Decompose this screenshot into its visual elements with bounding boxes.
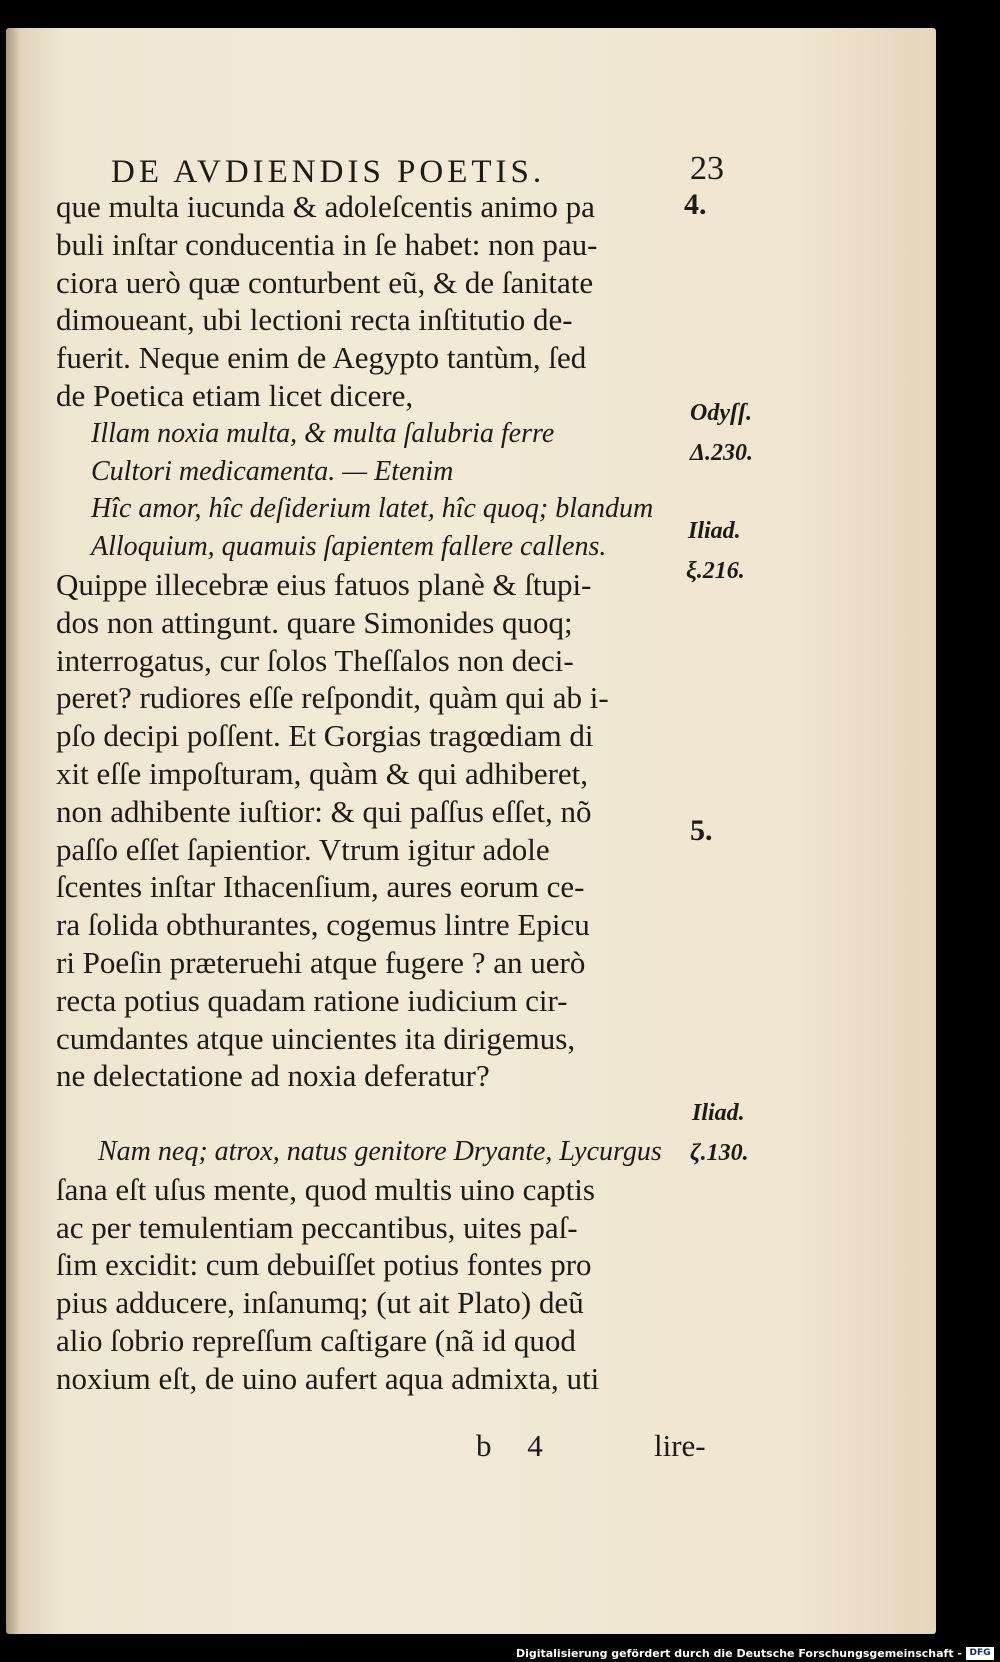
page-number: 23 <box>690 150 724 187</box>
margin-ref-odyssey: Odyſſ. <box>690 400 752 426</box>
text-line: xit eſſe impoſturam, quàm & qui adhiberet, <box>56 755 589 791</box>
text-line: buli inſtar conducentia in ſe habet: non pau- <box>56 226 598 262</box>
text-line: ſana eſt uſus mente, quod multis uino captis <box>56 1171 595 1207</box>
margin-ref-odyssey-line: Δ.230. <box>690 440 754 466</box>
text-line: non adhibente iuſtior: & qui paſſus eſſet, nõ <box>56 793 592 829</box>
margin-section-4: 4. <box>684 188 707 221</box>
text-line: Nam neq; atrox, natus genitore Dryante, Lycurgus <box>98 1135 662 1167</box>
dfg-logo: DFG <box>966 1647 994 1660</box>
text-line: paſſo eſſet ſapientior. Vtrum igitur adole <box>56 831 550 867</box>
text-line: pſo decipi poſſent. Et Gorgias tragœdiam di <box>56 718 594 754</box>
text-line: Illam noxia multa, & multa ſalubria ferre <box>91 417 555 449</box>
text-line: peret? rudiores eſſe reſpondit, quàm qui ab i- <box>56 680 609 716</box>
text-line: dos non attingunt. quare Simonides quoq; <box>56 604 573 640</box>
body-text <box>56 188 696 1398</box>
margin-ref-iliad-1-line: ξ.216. <box>686 558 745 584</box>
text-line: alio ſobrio repreſſum caſtigare (nã id quod <box>56 1322 576 1358</box>
text-line: ri Poeſin præteruehi atque fugere ? an uerò <box>56 944 586 980</box>
text-line: ſcentes inſtar Ithacenſium, aures eorum ce- <box>56 869 585 905</box>
book-page <box>6 28 936 1634</box>
text-line: de Poetica etiam licet dicere, <box>56 377 414 413</box>
text-line: Hîc amor, hîc deſiderium latet, hîc quoq; blandum <box>91 493 654 525</box>
text-line: recta potius quadam ratione iudicium cir- <box>56 982 568 1018</box>
text-line: interrogatus, cur ſolos Theſſalos non deci- <box>56 642 574 678</box>
text-line <box>56 1095 696 1133</box>
margin-ref-iliad-1: Iliad. <box>688 518 741 544</box>
text-line: Alloquium, quamuis ſapientem fallere callens. <box>91 531 607 563</box>
gutter-shadow <box>6 28 20 1634</box>
text-line: Cultori medicamenta. — Etenim <box>91 455 454 487</box>
running-head: DE AVDIENDIS POETIS. <box>111 154 546 190</box>
footer-credit: Digitalisierung gefördert durch die Deutsche Forschungsgemeinschaft - <box>515 1647 962 1660</box>
catchword: lire- <box>654 1428 706 1463</box>
text-line: noxium eſt, de uino aufert aqua admixta, uti <box>56 1360 600 1396</box>
text-line: ac per temulentiam peccantibus, uites paſ- <box>56 1209 578 1245</box>
margin-ref-iliad-2: Iliad. <box>692 1100 745 1126</box>
text-line: ſim excidit: cum debuiſſet potius fontes pro <box>56 1247 592 1283</box>
text-line: fuerit. Neque enim de Aegypto tantùm, ſed <box>56 340 587 376</box>
text-line: que multa iucunda & adoleſcentis animo pa <box>56 189 595 224</box>
text-line: ciora uerò quæ conturbent eũ, & de ſanitate <box>56 264 594 300</box>
text-line: dimoueant, ubi lectioni recta inſtitutio de- <box>56 302 573 338</box>
text-line: ne delectatione ad noxia deferatur? <box>56 1058 490 1094</box>
text-line: pius adducere, inſanumq; (ut ait Plato) deũ <box>56 1285 584 1321</box>
text-line: cumdantes atque uincientes ita dirigemus, <box>56 1020 576 1056</box>
margin-ref-iliad-2-line: ζ.130. <box>690 1140 749 1166</box>
text-line: Quippe illecebræ eius fatuos planè & ſtupi- <box>56 566 592 602</box>
signature-mark: b 4 <box>476 1428 557 1463</box>
text-line: ra ſolida obthurantes, cogemus lintre Epicu <box>56 907 590 943</box>
margin-section-5: 5. <box>690 814 713 847</box>
